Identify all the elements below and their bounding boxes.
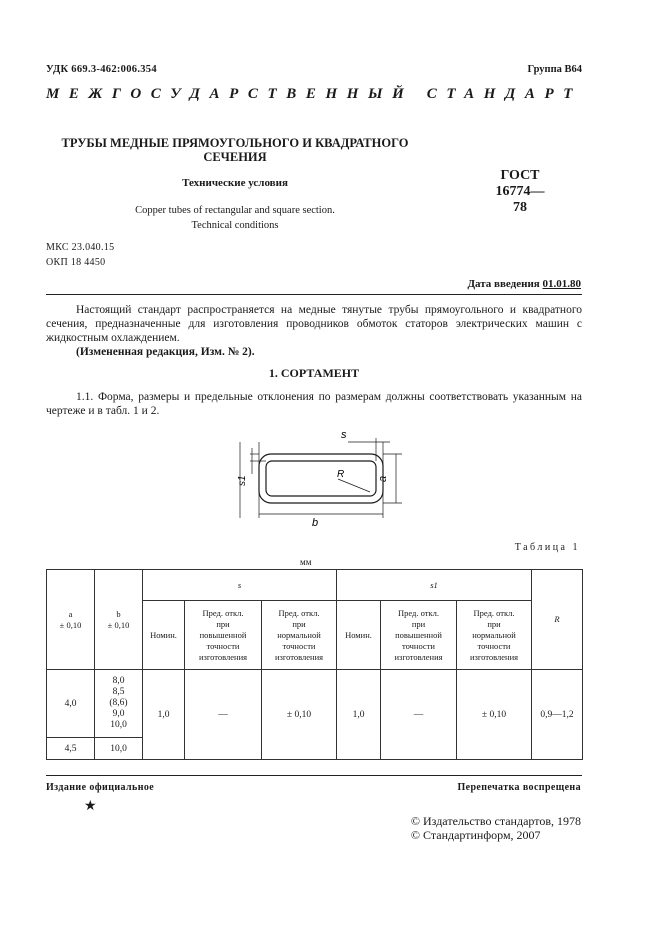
cell-b: 9,0 xyxy=(112,709,125,719)
mks-code: МКС 23.040.15 xyxy=(46,242,115,253)
header-text: при xyxy=(487,618,501,629)
header-text: точности xyxy=(282,640,316,651)
amendment-note: (Измененная редакция, Изм. № 2). xyxy=(76,346,255,358)
cell-a: 4,0 xyxy=(47,670,95,738)
group-code: Группа В64 xyxy=(527,64,582,75)
header-a-symbol: a xyxy=(68,608,73,619)
reprint-prohibited: Перепечатка воспрещена xyxy=(457,782,581,793)
header-s1-nominal: Номин. xyxy=(337,601,381,670)
header-text: при xyxy=(292,618,306,629)
cell-s-high: — xyxy=(185,670,262,760)
header-text: изготовления xyxy=(469,651,519,662)
header-text: точности xyxy=(402,640,435,651)
title-line-1: ТРУБЫ МЕДНЫЕ ПРЯМОУГОЛЬНОГО И КВАДРАТНОГО xyxy=(61,136,409,150)
header-text: точности xyxy=(206,640,240,651)
header-text: при xyxy=(411,618,426,629)
table-unit: мм xyxy=(300,557,312,567)
header-s1-normal-precision xyxy=(457,601,532,670)
gost-code: 16774—78 xyxy=(495,184,545,215)
english-title xyxy=(60,203,410,233)
table-label: Таблица 1 xyxy=(514,542,580,553)
cell-b: 10,0 xyxy=(110,720,127,730)
effective-date-value: 01.01.80 xyxy=(542,278,581,290)
cell-a: 4,5 xyxy=(47,738,95,760)
table-row xyxy=(47,670,583,738)
header-text: изготовления xyxy=(394,651,443,662)
header-a-tolerance: ± 0,10 xyxy=(59,619,82,630)
english-title-line-1: Copper tubes of rectangular and square section. xyxy=(135,205,335,216)
header-s-high-precision xyxy=(185,601,262,670)
table-1 xyxy=(46,569,583,760)
divider-line xyxy=(46,294,582,295)
header-text: повышенной xyxy=(199,629,247,640)
r-leader xyxy=(338,479,370,492)
header-text: точности xyxy=(477,640,511,651)
section-title: 1. СОРТАМЕНТ xyxy=(268,366,360,380)
cell-b: (8,6) xyxy=(109,698,128,708)
technical-conditions: Технические условия xyxy=(182,177,288,189)
intro-paragraph: Настоящий стандарт распространяется на медные тянутые трубы прямоугольного и квадратного сечения, предназначенные для изготовления проводников обмоток статоров электрических машин с жидкостным охлаждением. xyxy=(46,304,582,344)
udk-code: УДК 669.3-462:006.354 xyxy=(46,64,157,75)
header-b-symbol: b xyxy=(116,608,121,619)
b-label: b xyxy=(312,517,319,529)
okp-code: ОКП 18 4450 xyxy=(46,257,106,268)
header-s1-high-precision xyxy=(381,601,457,670)
header-s-normal-precision xyxy=(262,601,337,670)
header-text: изготовления xyxy=(198,651,248,662)
tube-section-drawing xyxy=(230,424,410,530)
table-header-row-1 xyxy=(47,570,583,601)
effective-date-label: Дата введения xyxy=(467,278,543,290)
header-b-tolerance: ± 0,10 xyxy=(107,619,130,630)
official-edition: Издание официальное xyxy=(46,782,155,793)
header-b xyxy=(95,570,143,670)
r-label: R xyxy=(337,469,345,480)
copyright-line-1: © Издательство стандартов, 1978 xyxy=(410,814,581,828)
s-label: s xyxy=(341,429,347,441)
tube-inner-contour xyxy=(266,461,376,496)
star-icon: ★ xyxy=(84,799,97,814)
interstate-standard-heading: МЕЖГОСУДАРСТВЕННЫЙ СТАНДАРТ xyxy=(46,86,583,102)
cell-r: 0,9—1,2 xyxy=(532,670,583,760)
header-a xyxy=(47,570,95,670)
title-line-2: СЕЧЕНИЯ xyxy=(203,150,267,164)
gost-number xyxy=(490,168,550,216)
header-s1: s1 xyxy=(337,570,532,601)
header-text: Пред. откл. xyxy=(278,607,320,618)
header-r: R xyxy=(532,570,583,670)
cell-b-list xyxy=(95,670,143,738)
header-text: Пред. откл. xyxy=(202,607,244,618)
footer-divider xyxy=(46,775,582,776)
gost-label: ГОСТ xyxy=(500,168,540,183)
effective-date xyxy=(467,278,581,290)
cell-b: 8,5 xyxy=(112,687,125,697)
header-text: при xyxy=(216,618,230,629)
header-text: повышенной xyxy=(395,629,442,640)
cell-s1-nominal: 1,0 xyxy=(337,670,381,760)
copyright xyxy=(411,814,581,842)
cell-s1-high: — xyxy=(381,670,457,760)
header-s: s xyxy=(143,570,337,601)
header-text: Пред. откл. xyxy=(398,607,439,618)
cell-s-nominal: 1,0 xyxy=(143,670,185,760)
a-label: a xyxy=(377,475,389,482)
header-text: изготовления xyxy=(274,651,324,662)
clause-1-1: 1.1. Форма, размеры и предельные отклонения по размерам должны соответствовать указанным на чертеже и в табл. 1 и 2. xyxy=(46,391,582,417)
s1-label: s1 xyxy=(237,475,248,486)
cell-b: 10,0 xyxy=(95,738,143,760)
classification-codes xyxy=(46,240,114,270)
header-text: нормальной xyxy=(277,629,321,640)
english-title-line-2: Technical conditions xyxy=(191,220,279,231)
document-title xyxy=(60,136,410,164)
header-text: Пред. откл. xyxy=(473,607,515,618)
copyright-line-2: © Стандартинформ, 2007 xyxy=(410,828,541,842)
cell-s1-normal: ± 0,10 xyxy=(457,670,532,760)
cell-s-normal: ± 0,10 xyxy=(262,670,337,760)
header-text: нормальной xyxy=(472,629,516,640)
header-s-nominal: Номин. xyxy=(143,601,185,670)
cell-b: 8,0 xyxy=(112,676,125,686)
